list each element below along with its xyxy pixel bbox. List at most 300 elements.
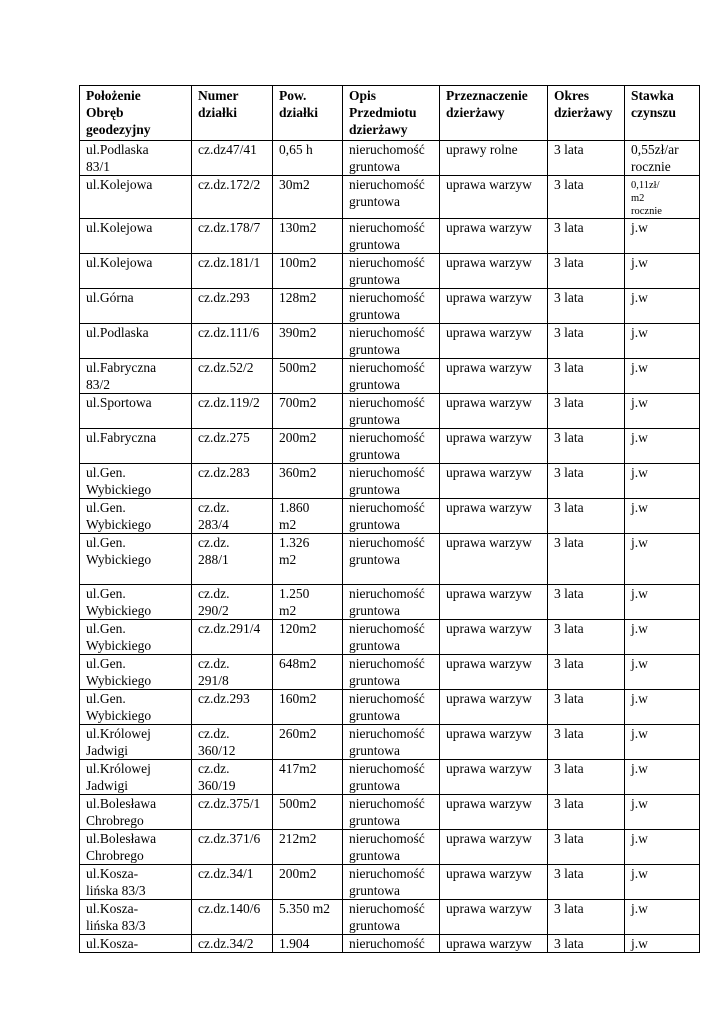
cell-text: 3 lata (554, 500, 584, 515)
cell-text: cz.dz.111/6 (198, 325, 260, 340)
cell-rent-rate (625, 176, 700, 219)
cell-rent-rate (625, 865, 700, 900)
cell-description (343, 394, 440, 429)
cell-text: nieruchomość gruntowa (349, 465, 425, 497)
cell-text: cz.dz. 283/4 (198, 500, 230, 532)
cell-plot-number (192, 141, 273, 176)
cell-text: 0,55zł/ar rocznie (631, 142, 679, 174)
cell-plot-number (192, 900, 273, 935)
cell-description (343, 289, 440, 324)
cell-purpose (440, 935, 548, 953)
cell-location (80, 760, 192, 795)
table-row (80, 289, 700, 324)
table-row (80, 585, 700, 620)
cell-description (343, 534, 440, 585)
cell-purpose (440, 464, 548, 499)
cell-text: 0,65 h (279, 142, 313, 157)
cell-plot-number (192, 865, 273, 900)
cell-text: uprawa warzyw (446, 255, 532, 270)
cell-text: 3 lata (554, 360, 584, 375)
cell-text: uprawa warzyw (446, 866, 532, 881)
cell-plot-area (273, 429, 343, 464)
cell-rent-rate (625, 219, 700, 254)
cell-description (343, 324, 440, 359)
cell-text: nieruchomość gruntowa (349, 796, 425, 828)
cell-text: nieruchomość gruntowa (349, 177, 425, 209)
cell-purpose (440, 219, 548, 254)
cell-rent-rate (625, 830, 700, 865)
cell-text: ul.Gen. Wybickiego (86, 691, 152, 723)
cell-plot-number (192, 725, 273, 760)
cell-text: nieruchomość gruntowa (349, 142, 425, 174)
cell-plot-number (192, 176, 273, 219)
cell-period (548, 620, 625, 655)
cell-text: cz.dz.293 (198, 290, 250, 305)
cell-plot-number (192, 690, 273, 725)
cell-plot-area (273, 324, 343, 359)
cell-text: j.w (631, 866, 648, 881)
cell-plot-area (273, 725, 343, 760)
cell-text: ul.Górna (86, 290, 134, 305)
cell-text: uprawa warzyw (446, 586, 532, 601)
cell-rent-rate (625, 464, 700, 499)
table-row (80, 830, 700, 865)
cell-text: cz.dz. 290/2 (198, 586, 230, 618)
cell-plot-area (273, 499, 343, 534)
cell-text: 0,11zł/ m2 rocznie (631, 180, 662, 217)
cell-description (343, 141, 440, 176)
cell-text: ul.Kosza- lińska 83/3 (86, 901, 146, 933)
header-plot-number: Numer działki (192, 86, 273, 141)
cell-text: uprawa warzyw (446, 500, 532, 515)
cell-purpose (440, 359, 548, 394)
cell-text: uprawa warzyw (446, 465, 532, 480)
cell-rent-rate (625, 324, 700, 359)
table-row (80, 725, 700, 760)
cell-text: uprawa warzyw (446, 430, 532, 445)
cell-text: 30m2 (279, 177, 310, 192)
cell-text: ul.Kosza- (86, 936, 139, 951)
cell-description (343, 219, 440, 254)
cell-description (343, 690, 440, 725)
cell-purpose (440, 289, 548, 324)
cell-text: cz.dz. 360/19 (198, 761, 236, 793)
cell-text: nieruchomość gruntowa (349, 656, 425, 688)
cell-period (548, 534, 625, 585)
cell-location (80, 176, 192, 219)
cell-period (548, 760, 625, 795)
cell-text: ul.Królowej Jadwigi (86, 761, 151, 793)
cell-text: cz.dz47/41 (198, 142, 257, 157)
header-purpose: Przeznaczenie dzierżawy (440, 86, 548, 141)
cell-period (548, 585, 625, 620)
cell-text: j.w (631, 220, 648, 235)
cell-text: 200m2 (279, 430, 317, 445)
table-row (80, 394, 700, 429)
table-row (80, 219, 700, 254)
cell-location (80, 359, 192, 394)
cell-text: j.w (631, 761, 648, 776)
cell-rent-rate (625, 725, 700, 760)
cell-description (343, 830, 440, 865)
cell-purpose (440, 254, 548, 289)
cell-text: ul.Gen. Wybickiego (86, 500, 152, 532)
cell-text: 260m2 (279, 726, 317, 741)
cell-purpose (440, 499, 548, 534)
cell-text: cz.dz.178/7 (198, 220, 261, 235)
cell-plot-area (273, 289, 343, 324)
cell-text: uprawa warzyw (446, 177, 532, 192)
table-row (80, 865, 700, 900)
cell-text: ul.Kolejowa (86, 177, 153, 192)
cell-location (80, 141, 192, 176)
cell-rent-rate (625, 760, 700, 795)
cell-text: nieruchomość gruntowa (349, 325, 425, 357)
cell-text: 1.904 (279, 936, 310, 951)
table-row (80, 935, 700, 953)
cell-text: j.w (631, 656, 648, 671)
cell-period (548, 725, 625, 760)
cell-text: ul.Gen. Wybickiego (86, 586, 152, 618)
cell-text: j.w (631, 290, 648, 305)
table-row (80, 900, 700, 935)
cell-rent-rate (625, 394, 700, 429)
cell-text: nieruchomość gruntowa (349, 535, 425, 567)
cell-text: 1.250 m2 (279, 586, 310, 618)
table-row (80, 655, 700, 690)
cell-rent-rate (625, 900, 700, 935)
cell-description (343, 655, 440, 690)
cell-period (548, 499, 625, 534)
cell-purpose (440, 690, 548, 725)
cell-plot-area (273, 830, 343, 865)
cell-description (343, 176, 440, 219)
cell-text: 3 lata (554, 586, 584, 601)
cell-period (548, 176, 625, 219)
cell-text: j.w (631, 395, 648, 410)
cell-text: nieruchomość (349, 936, 425, 951)
cell-description (343, 464, 440, 499)
cell-plot-area (273, 359, 343, 394)
cell-rent-rate (625, 534, 700, 585)
table-row (80, 464, 700, 499)
cell-plot-number (192, 324, 273, 359)
cell-text: 3 lata (554, 430, 584, 445)
cell-period (548, 394, 625, 429)
cell-plot-number (192, 219, 273, 254)
table-row (80, 620, 700, 655)
cell-text: ul.Bolesława Chrobrego (86, 831, 157, 863)
table-row (80, 760, 700, 795)
cell-purpose (440, 534, 548, 585)
cell-text: nieruchomość gruntowa (349, 395, 425, 427)
cell-text: 417m2 (279, 761, 317, 776)
cell-period (548, 254, 625, 289)
cell-plot-number (192, 289, 273, 324)
cell-text: 3 lata (554, 255, 584, 270)
cell-text: 128m2 (279, 290, 317, 305)
cell-text: ul.Gen. Wybickiego (86, 535, 152, 567)
cell-text: ul.Kolejowa (86, 220, 153, 235)
cell-description (343, 429, 440, 464)
cell-location (80, 655, 192, 690)
cell-text: cz.dz. 360/12 (198, 726, 236, 758)
header-period: Okres dzierżawy (548, 86, 625, 141)
cell-rent-rate (625, 499, 700, 534)
cell-text: cz.dz.34/2 (198, 936, 254, 951)
cell-plot-area (273, 141, 343, 176)
cell-purpose (440, 324, 548, 359)
cell-plot-area (273, 655, 343, 690)
cell-purpose (440, 760, 548, 795)
cell-rent-rate (625, 620, 700, 655)
cell-location (80, 795, 192, 830)
cell-text: 500m2 (279, 360, 317, 375)
cell-text: j.w (631, 465, 648, 480)
cell-text: cz.dz.181/1 (198, 255, 261, 270)
cell-location (80, 865, 192, 900)
cell-text: cz.dz.293 (198, 691, 250, 706)
cell-location (80, 830, 192, 865)
cell-text: 3 lata (554, 761, 584, 776)
table-header-row (80, 86, 700, 141)
cell-text: j.w (631, 535, 648, 550)
cell-text: uprawa warzyw (446, 936, 532, 951)
cell-text: ul.Sportowa (86, 395, 152, 410)
cell-text: cz.dz.34/1 (198, 866, 254, 881)
cell-purpose (440, 141, 548, 176)
cell-text: cz.dz.291/4 (198, 621, 261, 636)
cell-text: 160m2 (279, 691, 317, 706)
cell-plot-area (273, 865, 343, 900)
cell-plot-area (273, 219, 343, 254)
cell-plot-number (192, 394, 273, 429)
cell-text: nieruchomość gruntowa (349, 726, 425, 758)
header-rent-rate: Stawka czynszu (625, 86, 700, 141)
cell-plot-area (273, 534, 343, 585)
cell-text: 100m2 (279, 255, 317, 270)
cell-text: j.w (631, 831, 648, 846)
cell-text: 212m2 (279, 831, 317, 846)
cell-purpose (440, 725, 548, 760)
cell-text: uprawa warzyw (446, 691, 532, 706)
cell-text: 3 lata (554, 796, 584, 811)
cell-period (548, 865, 625, 900)
cell-text: 500m2 (279, 796, 317, 811)
cell-text: j.w (631, 430, 648, 445)
cell-text: 3 lata (554, 142, 584, 157)
cell-location (80, 394, 192, 429)
cell-text: 3 lata (554, 621, 584, 636)
cell-text: nieruchomość gruntowa (349, 901, 425, 933)
cell-description (343, 865, 440, 900)
cell-period (548, 289, 625, 324)
cell-text: ul.Kolejowa (86, 255, 153, 270)
cell-purpose (440, 655, 548, 690)
cell-rent-rate (625, 359, 700, 394)
cell-rent-rate (625, 289, 700, 324)
cell-text: uprawa warzyw (446, 535, 532, 550)
cell-plot-number (192, 254, 273, 289)
cell-text: uprawa warzyw (446, 621, 532, 636)
cell-text: 3 lata (554, 656, 584, 671)
cell-text: j.w (631, 586, 648, 601)
cell-plot-area (273, 795, 343, 830)
cell-location (80, 499, 192, 534)
table-body (80, 141, 700, 953)
cell-text: cz.dz.52/2 (198, 360, 254, 375)
cell-text: j.w (631, 255, 648, 270)
cell-text: j.w (631, 621, 648, 636)
cell-text: j.w (631, 360, 648, 375)
cell-text: cz.dz. 291/8 (198, 656, 230, 688)
cell-period (548, 141, 625, 176)
cell-text: j.w (631, 796, 648, 811)
cell-period (548, 795, 625, 830)
cell-period (548, 359, 625, 394)
cell-text: cz.dz.371/6 (198, 831, 261, 846)
cell-text: 3 lata (554, 866, 584, 881)
cell-plot-area (273, 176, 343, 219)
cell-description (343, 760, 440, 795)
cell-location (80, 900, 192, 935)
cell-text: ul.Gen. Wybickiego (86, 656, 152, 688)
cell-period (548, 464, 625, 499)
cell-text: 3 lata (554, 465, 584, 480)
cell-text: 390m2 (279, 325, 317, 340)
table-row (80, 141, 700, 176)
cell-location (80, 534, 192, 585)
cell-text: 3 lata (554, 831, 584, 846)
cell-text: nieruchomość gruntowa (349, 255, 425, 287)
cell-description (343, 620, 440, 655)
cell-text: 360m2 (279, 465, 317, 480)
cell-text: nieruchomość gruntowa (349, 500, 425, 532)
cell-plot-number (192, 499, 273, 534)
cell-rent-rate (625, 935, 700, 953)
cell-plot-area (273, 254, 343, 289)
cell-location (80, 464, 192, 499)
cell-description (343, 585, 440, 620)
cell-text: j.w (631, 901, 648, 916)
cell-rent-rate (625, 690, 700, 725)
cell-text: 200m2 (279, 866, 317, 881)
cell-period (548, 830, 625, 865)
cell-text: 3 lata (554, 726, 584, 741)
cell-text: 3 lata (554, 395, 584, 410)
table-row (80, 534, 700, 585)
cell-plot-number (192, 464, 273, 499)
cell-text: uprawa warzyw (446, 360, 532, 375)
cell-plot-area (273, 585, 343, 620)
cell-plot-area (273, 464, 343, 499)
cell-plot-number (192, 935, 273, 953)
cell-location (80, 429, 192, 464)
table-row (80, 254, 700, 289)
cell-description (343, 359, 440, 394)
cell-plot-area (273, 900, 343, 935)
cell-period (548, 690, 625, 725)
cell-text: 1.860 m2 (279, 500, 310, 532)
cell-text: ul.Gen. Wybickiego (86, 621, 152, 653)
table-row (80, 324, 700, 359)
cell-text: uprawa warzyw (446, 395, 532, 410)
cell-plot-number (192, 795, 273, 830)
cell-text: nieruchomość gruntowa (349, 290, 425, 322)
cell-text: uprawa warzyw (446, 290, 532, 305)
cell-text: uprawa warzyw (446, 656, 532, 671)
cell-purpose (440, 865, 548, 900)
cell-plot-number (192, 760, 273, 795)
cell-text: nieruchomość gruntowa (349, 866, 425, 898)
cell-text: 120m2 (279, 621, 317, 636)
cell-text: nieruchomość gruntowa (349, 621, 425, 653)
cell-text: j.w (631, 691, 648, 706)
cell-plot-area (273, 690, 343, 725)
cell-text: j.w (631, 726, 648, 741)
cell-text: nieruchomość gruntowa (349, 691, 425, 723)
lease-table-container (79, 85, 700, 953)
cell-text: cz.dz.375/1 (198, 796, 261, 811)
cell-text: 130m2 (279, 220, 317, 235)
cell-text: cz.dz.172/2 (198, 177, 261, 192)
cell-text: 3 lata (554, 325, 584, 340)
cell-text: nieruchomość gruntowa (349, 831, 425, 863)
cell-location (80, 620, 192, 655)
cell-text: 1.326 m2 (279, 535, 310, 567)
cell-text: 3 lata (554, 691, 584, 706)
cell-description (343, 795, 440, 830)
cell-location (80, 289, 192, 324)
cell-description (343, 935, 440, 953)
cell-text: 3 lata (554, 290, 584, 305)
cell-plot-number (192, 534, 273, 585)
cell-text: nieruchomość gruntowa (349, 586, 425, 618)
table-row (80, 690, 700, 725)
cell-text: cz.dz.140/6 (198, 901, 261, 916)
cell-text: uprawa warzyw (446, 796, 532, 811)
cell-purpose (440, 585, 548, 620)
table-row (80, 176, 700, 219)
cell-text: cz.dz.119/2 (198, 395, 260, 410)
cell-period (548, 429, 625, 464)
cell-purpose (440, 795, 548, 830)
cell-purpose (440, 900, 548, 935)
cell-plot-number (192, 429, 273, 464)
cell-description (343, 499, 440, 534)
cell-location (80, 585, 192, 620)
cell-text: uprawa warzyw (446, 325, 532, 340)
cell-description (343, 900, 440, 935)
cell-text: cz.dz.275 (198, 430, 250, 445)
table-row (80, 429, 700, 464)
cell-text: 5.350 m2 (279, 901, 331, 916)
cell-rent-rate (625, 655, 700, 690)
cell-text: 3 lata (554, 936, 584, 951)
cell-plot-number (192, 620, 273, 655)
cell-text: cz.dz. 288/1 (198, 535, 230, 567)
cell-location (80, 690, 192, 725)
cell-location (80, 219, 192, 254)
cell-rent-rate (625, 795, 700, 830)
cell-rent-rate (625, 585, 700, 620)
cell-text: nieruchomość gruntowa (349, 430, 425, 462)
cell-rent-rate (625, 429, 700, 464)
cell-plot-number (192, 830, 273, 865)
cell-text: 700m2 (279, 395, 317, 410)
cell-location (80, 725, 192, 760)
cell-location (80, 324, 192, 359)
